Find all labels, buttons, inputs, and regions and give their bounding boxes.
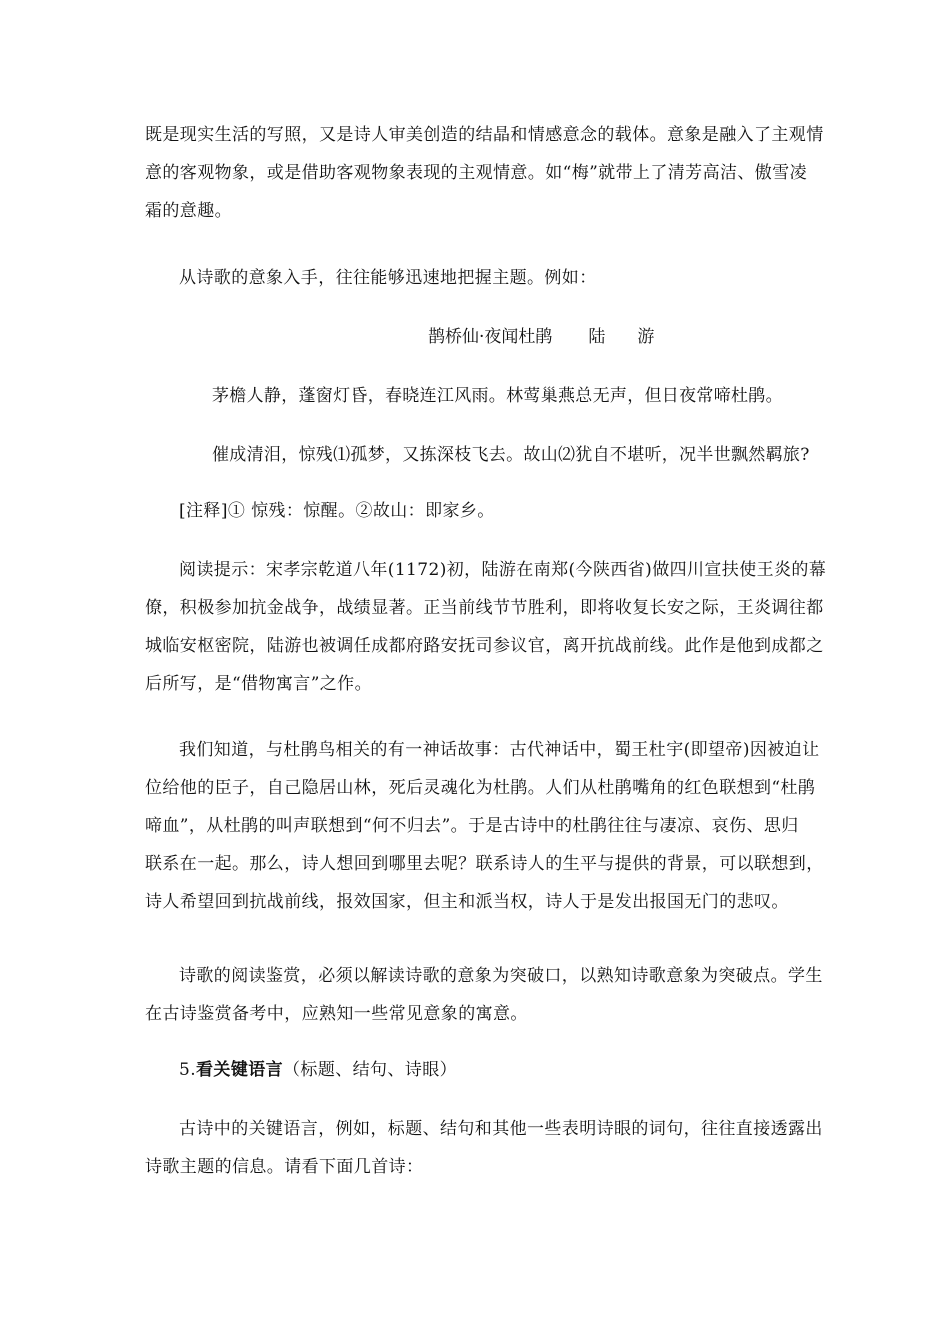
poem-title	[428, 322, 686, 347]
text-line: 城临安枢密院，陆游也被调任成都府路安抚司参议官，离开抗战前线。此作是他到成都之	[145, 636, 824, 656]
poem-annotation: [注释]① 惊残：惊醒。②故山：即家乡。	[179, 501, 495, 521]
paragraph-imagery-definition	[145, 116, 824, 230]
text-line: 联系在一起。那么，诗人想回到哪里去呢？联系诗人的生平与提供的背景，可以联想到，	[145, 854, 824, 874]
poem-author: 陆游	[588, 327, 687, 347]
paragraph-reading-hint	[145, 551, 827, 703]
text-line: 诗人希望回到抗战前线，报效国家，但主和派当权，诗人于是发出报国无门的悲叹。	[145, 892, 789, 912]
text-line: 僚，积极参加抗金战争，战绩显著。正当前线节节胜利，即将收复长安之际，王炎调往都	[145, 598, 824, 618]
section-number: 5.	[179, 1060, 197, 1080]
text-line: 古诗中的关键语言，例如，标题、结句和其他一些表明诗眼的词句，往往直接透露出	[179, 1119, 823, 1139]
text-line: 后所写，是“借物寓言”之作。	[145, 674, 372, 694]
text-line: 霜的意趣。	[145, 201, 232, 221]
text-line: 意的客观物象，或是借助客观物象表现的主观情意。如“梅”就带上了清芳高洁、傲雪凌	[145, 163, 807, 183]
section-subtitle: （标题、结句、诗眼）	[283, 1060, 458, 1080]
text-line: 既是现实生活的写照，又是诗人审美创造的结晶和情感意念的载体。意象是融入了主观情	[145, 125, 824, 145]
paragraph-imagery-conclusion	[145, 957, 823, 1033]
poem-line-2: 催成清泪，惊残⑴孤梦，又拣深枝飞去。故山⑵犹自不堪听，况半世飘然羁旅?	[212, 445, 810, 465]
text-line: 阅读提示：宋孝宗乾道八年(1172)初，陆游在南郑(今陕西省)做四川宣扶使王炎的幕	[179, 560, 827, 580]
text-line: 位给他的臣子，自己隐居山林，死后灵魂化为杜鹃。人们从杜鹃嘴角的红色联想到“杜鹃	[145, 778, 816, 798]
text-line: 诗歌的阅读鉴赏，必须以解读诗歌的意象为突破口，以熟知诗歌意象为突破点。学生	[179, 966, 823, 986]
text-line: 在古诗鉴赏备考中，应熟知一些常见意象的寓意。	[145, 1004, 528, 1024]
section-heading	[145, 1051, 805, 1089]
paragraph-cuckoo-myth	[145, 731, 824, 921]
poem-line-1: 茅檐人静，蓬窗灯昏，春晓连江风雨。林莺巢燕总无声，但日夜常啼杜鹃。	[212, 386, 783, 406]
paragraph-key-language	[145, 1110, 823, 1186]
text-line: 我们知道，与杜鹃鸟相关的有一神话故事：古代神话中，蜀王杜宇(即望帝)因被迫让	[179, 740, 820, 760]
text-line: 诗歌主题的信息。请看下面几首诗：	[145, 1157, 424, 1177]
paragraph-intro-example: 从诗歌的意象入手，往往能够迅速地把握主题。例如：	[179, 268, 597, 288]
poem-title-text: 鹊桥仙·夜闻杜鹃	[428, 327, 553, 347]
text-line: 啼血”，从杜鹃的叫声联想到“何不归去”。于是古诗中的杜鹃往往与凄凉、哀伤、思归	[145, 816, 799, 836]
section-title: 看关键语言	[196, 1060, 284, 1080]
